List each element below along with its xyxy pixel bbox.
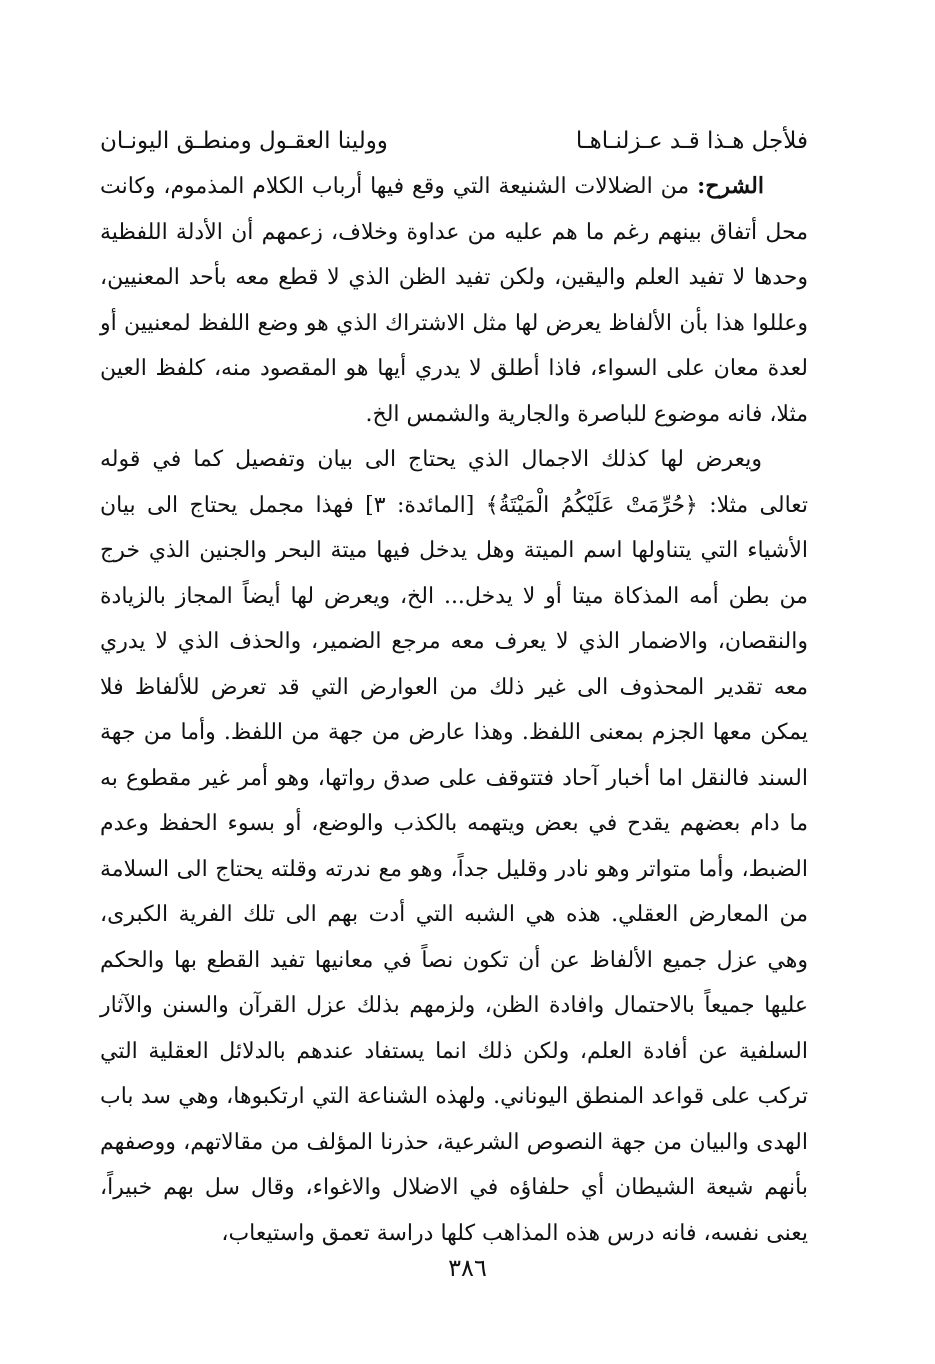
commentary-paragraph-2: ويعرض لها كذلك الاجمال الذي يحتاج الى بيان وتفصيل كما في قوله تعالى مثلا: ﴿حُرِّمَتْ عَلَيْكُمُ الْمَيْتَةُ﴾ [المائدة: ٣] فهذا مجمل يحتاج الى بيان الأشياء التي يتناولها اسم الميتة وهل يدخل فيها ميتة البحر والجنين الذي خرج من بطن أمه المذكاة ميتا أو لا يدخل... الخ، ويعرض لها أيضاً المجاز بالزيادة والنقصان، والاضمار الذي لا يعرف معه مرجع الضمير، والحذف الذي لا يدري معه تقدير المحذوف الى غير ذلك من العوارض التي قد تعرض للألفاظ فلا يمكن معها الجزم بمعنى اللفظ. وهذا عارض من جهة من اللفظ. وأما من جهة السند فالنقل اما أخبار آحاد فتتوقف على صدق رواتها، وهو أمر غير مقطوع به ما دام بعضهم يقدح في بعض ويتهمه بالكذب والوضع، أو بسوء الحفظ وعدم الضبط، وأما متواتر وهو نادر وقليل جداً، وهو مع ندرته وقلته يحتاج الى السلامة من المعارض العقلي. هذه هي الشبه التي أدت بهم الى تلك الفرية الكبرى، وهي عزل جميع الألفاظ عن أن تكون نصاً في معانيها تفيد القطع بها والحكم عليها جميعاً بالاحتمال وافادة الظن، ولزمهم بذلك عزل القرآن والسنن والآثار السلفية عن أفادة العلم، ولكن ذلك انما يستفاد عندهم بالدلائل العقلية التي تركب على قواعد المنطق اليوناني. ولهذه الشناعة التي ارتكبوها، وهي سد باب الهدى والبيان من جهة النصوص الشرعية، حذرنا المؤلف من مقالاتهم، ووصفهم بأنهم شيعة الشيطان أي حلفاؤه في الاضلال والاغواء، وقال سل بهم خبيراً، يعنى نفسه، فانه درس هذه المذاهب كلها دراسة تعمق واستيعاب،	[100, 447, 809, 1246]
commentary-body	[100, 164, 808, 1256]
commentary-label: الشرح:	[697, 173, 764, 199]
commentary-paragraph-1	[100, 164, 808, 437]
verse-left-hemistich: وولينا العقـول ومنطـق اليونـان	[100, 128, 388, 154]
commentary-paragraph-1-text: من الضلالات الشنيعة التي وقع فيها أرباب الكلام المذموم، وكانت محل أتفاق بينهم رغم ما هم عليه من عداوة وخلاف، زعمهم أن الأدلة اللفظية وحدها لا تفيد العلم واليقين، ولكن تفيد الظن الذي لا قطع معه بأحد المعنيين، وعللوا هذا بأن الألفاظ يعرض لها مثل الاشتراك الذي هو وضع اللفظ لمعنيين أو لعدة معان على السواء، فاذا أطلق لا يدري أيها هو المقصود منه، كلفظ العين مثلا، فانه موضوع للباصرة والجارية والشمس الخ.	[100, 174, 808, 427]
page-number: ٣٨٦	[448, 1254, 487, 1282]
verse-right-hemistich: فلأجل هـذا قـد عـزلنـاهـا	[575, 128, 808, 154]
poem-verse	[100, 118, 808, 164]
